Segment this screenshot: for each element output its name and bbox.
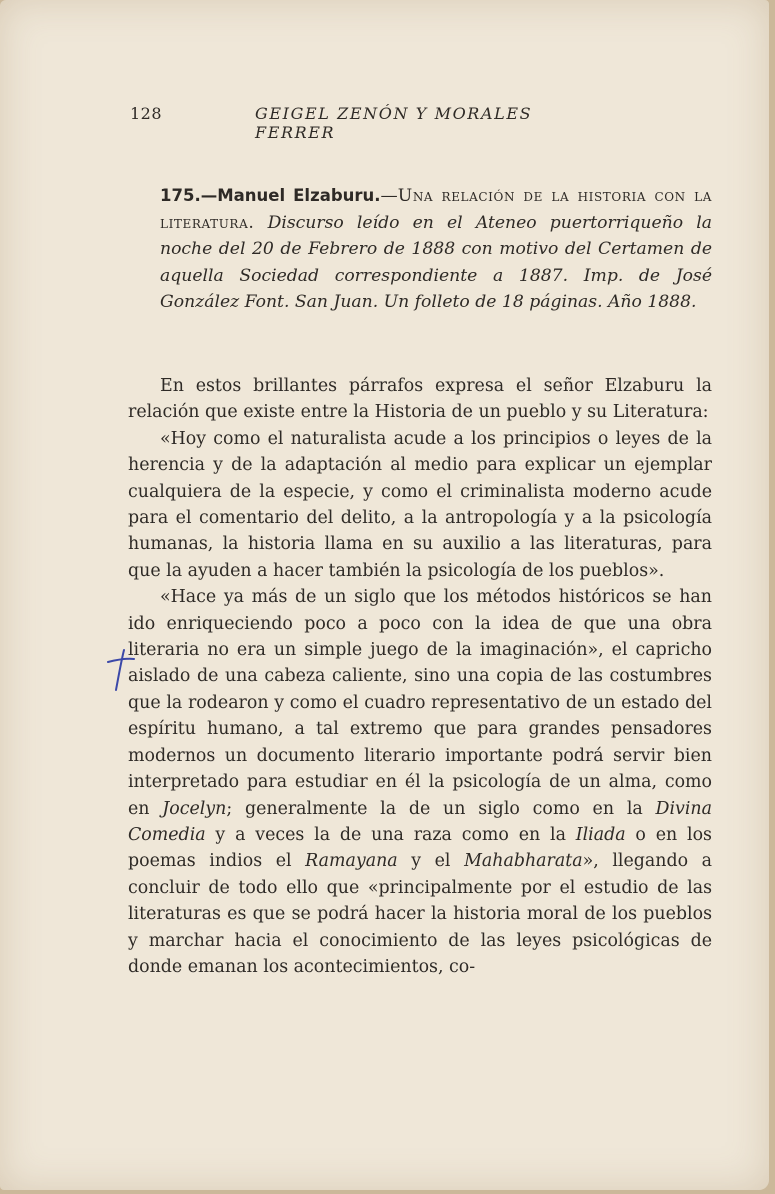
title-jocelyn: Jocelyn: [162, 798, 227, 819]
title-mahabharata: Mahabharata: [464, 851, 583, 872]
pencil-cross-mark-icon: [104, 648, 138, 692]
title-divina-comedia: Divina Comedia: [128, 798, 712, 845]
body-text: [128, 373, 712, 980]
title-iliada: Iliada: [575, 824, 626, 845]
bibliography-entry: [160, 183, 712, 316]
paragraph-quote-2: «Hace ya más de un siglo que los métodos históricos se han ido enriqueciendo poco a poco con la idea de que una obra literaria no era un simple juego de la imaginación», el capricho aislado de una cabeza caliente, sino una copia de las costumbres que la rodearon y como el cuadro representativo de un estado del espíritu humano, a tal extremo que para grandes pensadores modernos un documento literario importante podrá servir bien interpretado para estudiar en él la psicología de un alma, como en Jocelyn; generalmente la de un siglo como en la Divina Comedia y a veces la de una raza como en la Iliada o en los poemas indios el Ramayana y el Mahabharata», llegando a concluir de todo ello que «principalmente por el estudio de las literaturas es que se podrá hacer la historia moral de los pueblos y marchar hacia el conocimiento de las leyes psicológicas de donde emanan los acontecimientos, co-: [128, 587, 713, 977]
entry-description: Discurso leído en el Ateneo puertorriqueño la noche del 20 de Febrero de 1888 con motivo del Certamen de aquella Sociedad correspondiente a 1887. Imp. de José González Font. San Juan. Un folleto de 18 páginas. Año 1888.: [160, 212, 712, 312]
entry-dash: —: [380, 186, 398, 206]
title-ramayana: Ramayana: [305, 851, 398, 872]
page-number: 128: [130, 104, 163, 123]
entry-number-author: 175.—Manuel Elzaburu.: [160, 186, 381, 205]
paragraph-intro: En estos brillantes párrafos expresa el señor Elzaburu la relación que existe entre la Historia de un pueblo y su Literatura:: [128, 376, 712, 423]
paragraph-quote-1: «Hoy como el naturalista acude a los principios o leyes de la herencia y de la adaptación al medio para explicar un ejemplar cualquiera de la especie, y como el criminalista moderno acude para el comentario del delito, a la antropología y a la psicología humanas, la historia llama en su auxilio a las literaturas, para que la ayuden a hacer también la psicología de los pueblos».: [128, 428, 712, 581]
running-title: GEIGEL ZENÓN Y MORALES FERRER: [255, 104, 533, 142]
entry-title: Una relación de la historia con la literatura.: [160, 186, 712, 233]
